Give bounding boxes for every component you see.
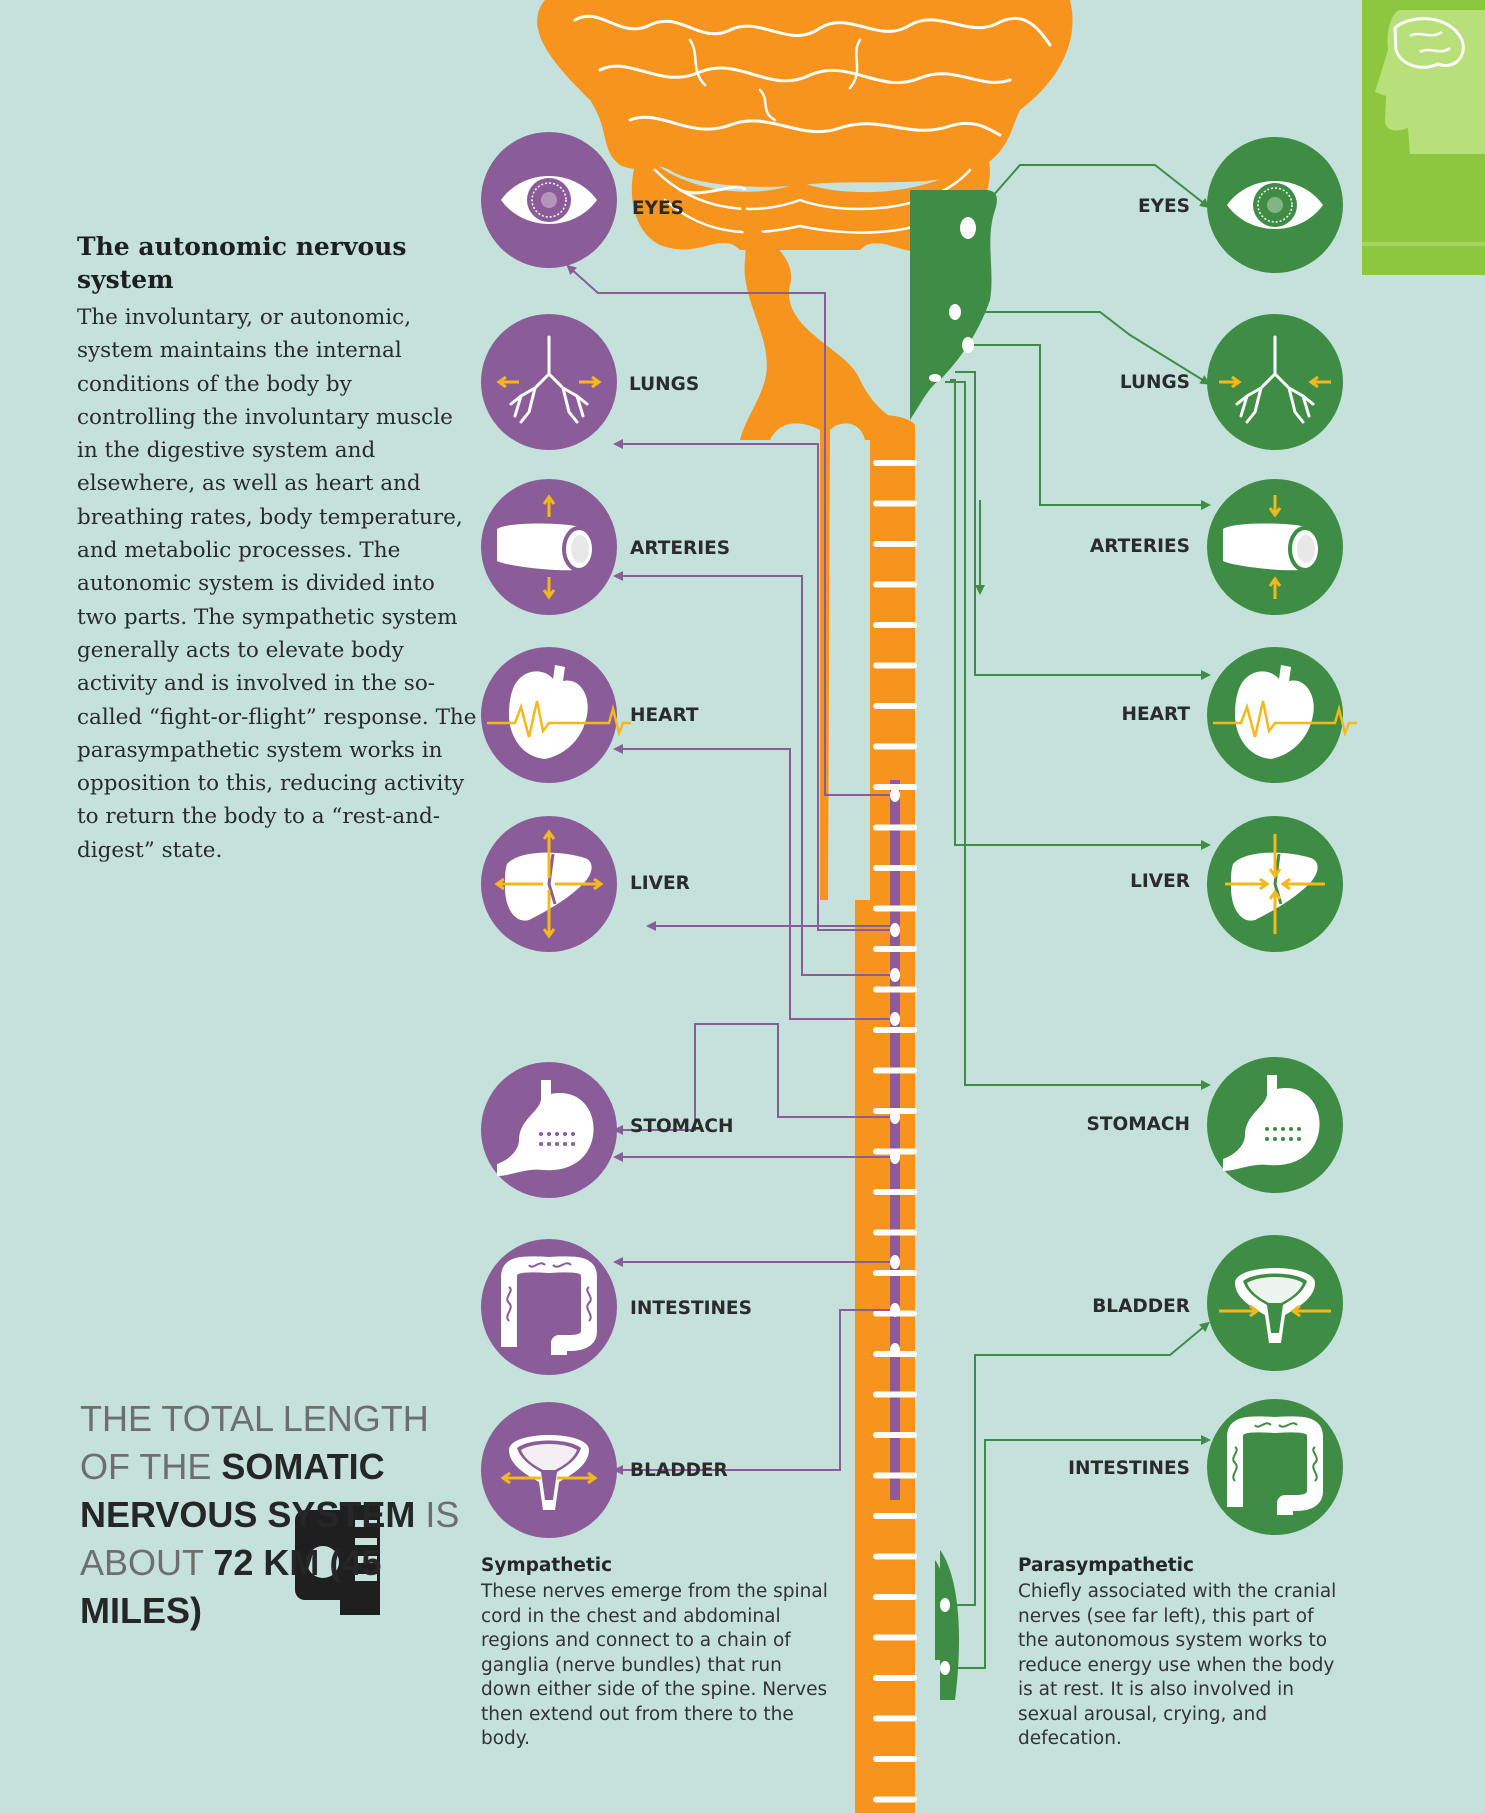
parasympathetic-eye-icon <box>1207 137 1343 273</box>
vertebra-mark <box>873 1675 917 1681</box>
intro-body: The involuntary, or autonomic, system maintains the internal conditions of the body by controlling the involuntary muscle in the digestive system and elsewhere, as well as heart and breathing rates, body temperature, and metabolic processes. The autonomic system is divided into two parts. The sympathetic system generally acts to elevate body activity and is involved in the so-called “fight-or-flight” response. The parasympathetic system works in opposition to this, reducing activity to return the body to a “rest-and-digest” state. <box>77 305 477 863</box>
parasympathetic-intestines-icon <box>1207 1399 1343 1535</box>
vertebra-mark <box>873 1027 917 1033</box>
sym-label-eyes: EYES <box>632 198 684 219</box>
ganglion-dot <box>890 1255 900 1269</box>
sympathetic-nerve-line <box>618 444 895 930</box>
fact-emph-2: 72 KM <box>213 1542 320 1583</box>
ganglion-dot <box>940 1661 950 1675</box>
sym-label-heart: HEART <box>630 705 699 726</box>
sym-label-liver: LIVER <box>630 873 690 894</box>
parasympathetic-bladder-icon <box>1207 1235 1343 1371</box>
vertebra-mark <box>873 946 917 952</box>
sympathetic-artery-icon <box>481 479 617 615</box>
parasympathetic-heart-icon <box>1207 647 1357 783</box>
sym-label-stomach: STOMACH <box>630 1116 734 1137</box>
sympathetic-nerve-line <box>618 1310 895 1470</box>
sympathetic-lungs-icon <box>481 314 617 450</box>
ganglion-dot <box>890 1012 900 1026</box>
ganglion-dot <box>940 1598 950 1612</box>
nucleus-dot <box>949 304 961 320</box>
vertebra-mark <box>873 987 917 993</box>
brain <box>537 0 1072 1813</box>
vertebra-mark <box>873 1554 917 1560</box>
ganglion-dot <box>890 1343 900 1357</box>
vertebra-mark <box>873 1392 917 1398</box>
vertebra-mark <box>873 1189 917 1195</box>
vertebra-mark <box>873 865 917 871</box>
sympathetic-nerve-line <box>618 576 895 975</box>
para-label-intestines: INTESTINES <box>1068 1458 1190 1479</box>
fact-callout <box>80 1395 460 1635</box>
fact-emph-1: SOMATIC NERVOUS SYSTEM <box>80 1446 416 1535</box>
ganglion-dot <box>890 968 900 982</box>
vertebra-mark <box>873 744 917 750</box>
parasympathetic-liver-icon <box>1207 816 1343 952</box>
ganglion-dot <box>890 1110 900 1124</box>
ganglion-dot <box>890 923 900 937</box>
sympathetic-heart-icon <box>481 647 631 783</box>
ganglion-dot <box>890 1303 900 1317</box>
fact-text-3: (45 MILES) <box>80 1542 382 1631</box>
vertebra-mark <box>873 1473 917 1479</box>
parasympathetic-note-body: Chiefly associated with the cranial nerves (see far left), this part of the autonomous system works to reduce energy use when the body is at rest. It is also involved in sexual arousal, crying, and defecation. <box>1018 1581 1337 1749</box>
sympathetic-organs <box>481 132 631 1538</box>
sym-label-arteries: ARTERIES <box>630 538 731 559</box>
vertebra-mark <box>873 825 917 831</box>
para-label-arteries: ARTERIES <box>1089 536 1190 557</box>
parasympathetic-lungs-icon <box>1207 314 1343 450</box>
sympathetic-note-title: Sympathetic <box>481 1555 613 1576</box>
sym-label-intestines: INTESTINES <box>630 1298 752 1319</box>
ganglion-dot <box>890 1150 900 1164</box>
parasympathetic-nerve-line <box>955 372 1206 675</box>
para-label-bladder: BLADDER <box>1092 1296 1190 1317</box>
vertebra-mark <box>873 1432 917 1438</box>
nucleus-dot <box>962 337 974 353</box>
fact-text-1: THE TOTAL LENGTH OF THE <box>80 1398 429 1487</box>
sympathetic-nerve-line <box>570 268 895 795</box>
vertebra-mark <box>873 501 917 507</box>
sym-label-lungs: LUNGS <box>629 374 700 395</box>
parasympathetic-organs <box>1207 137 1357 1535</box>
parasympathetic-artery-icon <box>1207 479 1343 615</box>
sympathetic-intestines-icon <box>481 1239 617 1375</box>
vertebra-mark <box>873 703 917 709</box>
para-label-stomach: STOMACH <box>1086 1114 1190 1135</box>
nucleus-dot <box>960 217 976 239</box>
vertebra-mark <box>873 1635 917 1641</box>
nucleus-dot <box>929 374 941 382</box>
sympathetic-eye-icon <box>481 132 617 268</box>
vertebra-mark <box>873 1594 917 1600</box>
vertebra-mark <box>873 1756 917 1762</box>
vertebra-mark <box>873 1230 917 1236</box>
parasympathetic-nerve-line <box>945 382 1206 1085</box>
sympathetic-bladder-icon <box>481 1402 617 1538</box>
corner-tab <box>1362 0 1485 275</box>
sym-label-bladder: BLADDER <box>630 1460 728 1481</box>
vertebra-mark <box>873 460 917 466</box>
sympathetic-note-body: These nerves emerge from the spinal cord in the chest and abdominal regions and connect to a chain of ganglia (nerve bundles) that run down either side of the spine. Nerves then extend out from there to the body. <box>481 1581 828 1749</box>
para-label-liver: LIVER <box>1130 871 1190 892</box>
parasympathetic-nerve-line <box>970 345 1206 505</box>
vertebra-mark <box>873 663 917 669</box>
para-label-eyes: EYES <box>1138 196 1190 217</box>
sympathetic-liver-icon <box>481 816 617 952</box>
para-label-heart: HEART <box>1121 704 1190 725</box>
vertebra-mark <box>873 1797 917 1803</box>
vertebra-mark <box>873 1716 917 1722</box>
vertebra-mark <box>873 1068 917 1074</box>
sympathetic-stomach-icon <box>481 1062 617 1198</box>
vertebra-mark <box>873 622 917 628</box>
para-label-lungs: LUNGS <box>1119 372 1190 393</box>
vertebra-mark <box>873 1513 917 1519</box>
vertebra-mark <box>873 541 917 547</box>
parasympathetic-stomach-icon <box>1207 1057 1343 1193</box>
sympathetic-nerve-line <box>618 1024 895 1130</box>
parasympathetic-nerve-line <box>950 380 1206 845</box>
ganglion-dot <box>890 788 900 802</box>
fact-text-2: IS ABOUT <box>80 1494 460 1583</box>
intro-title: The autonomic nervous system <box>77 232 407 294</box>
vertebra-mark <box>873 1270 917 1276</box>
vertebra-mark <box>873 906 917 912</box>
vertebra-mark <box>873 582 917 588</box>
parasympathetic-note-title: Parasympathetic <box>1018 1555 1194 1576</box>
